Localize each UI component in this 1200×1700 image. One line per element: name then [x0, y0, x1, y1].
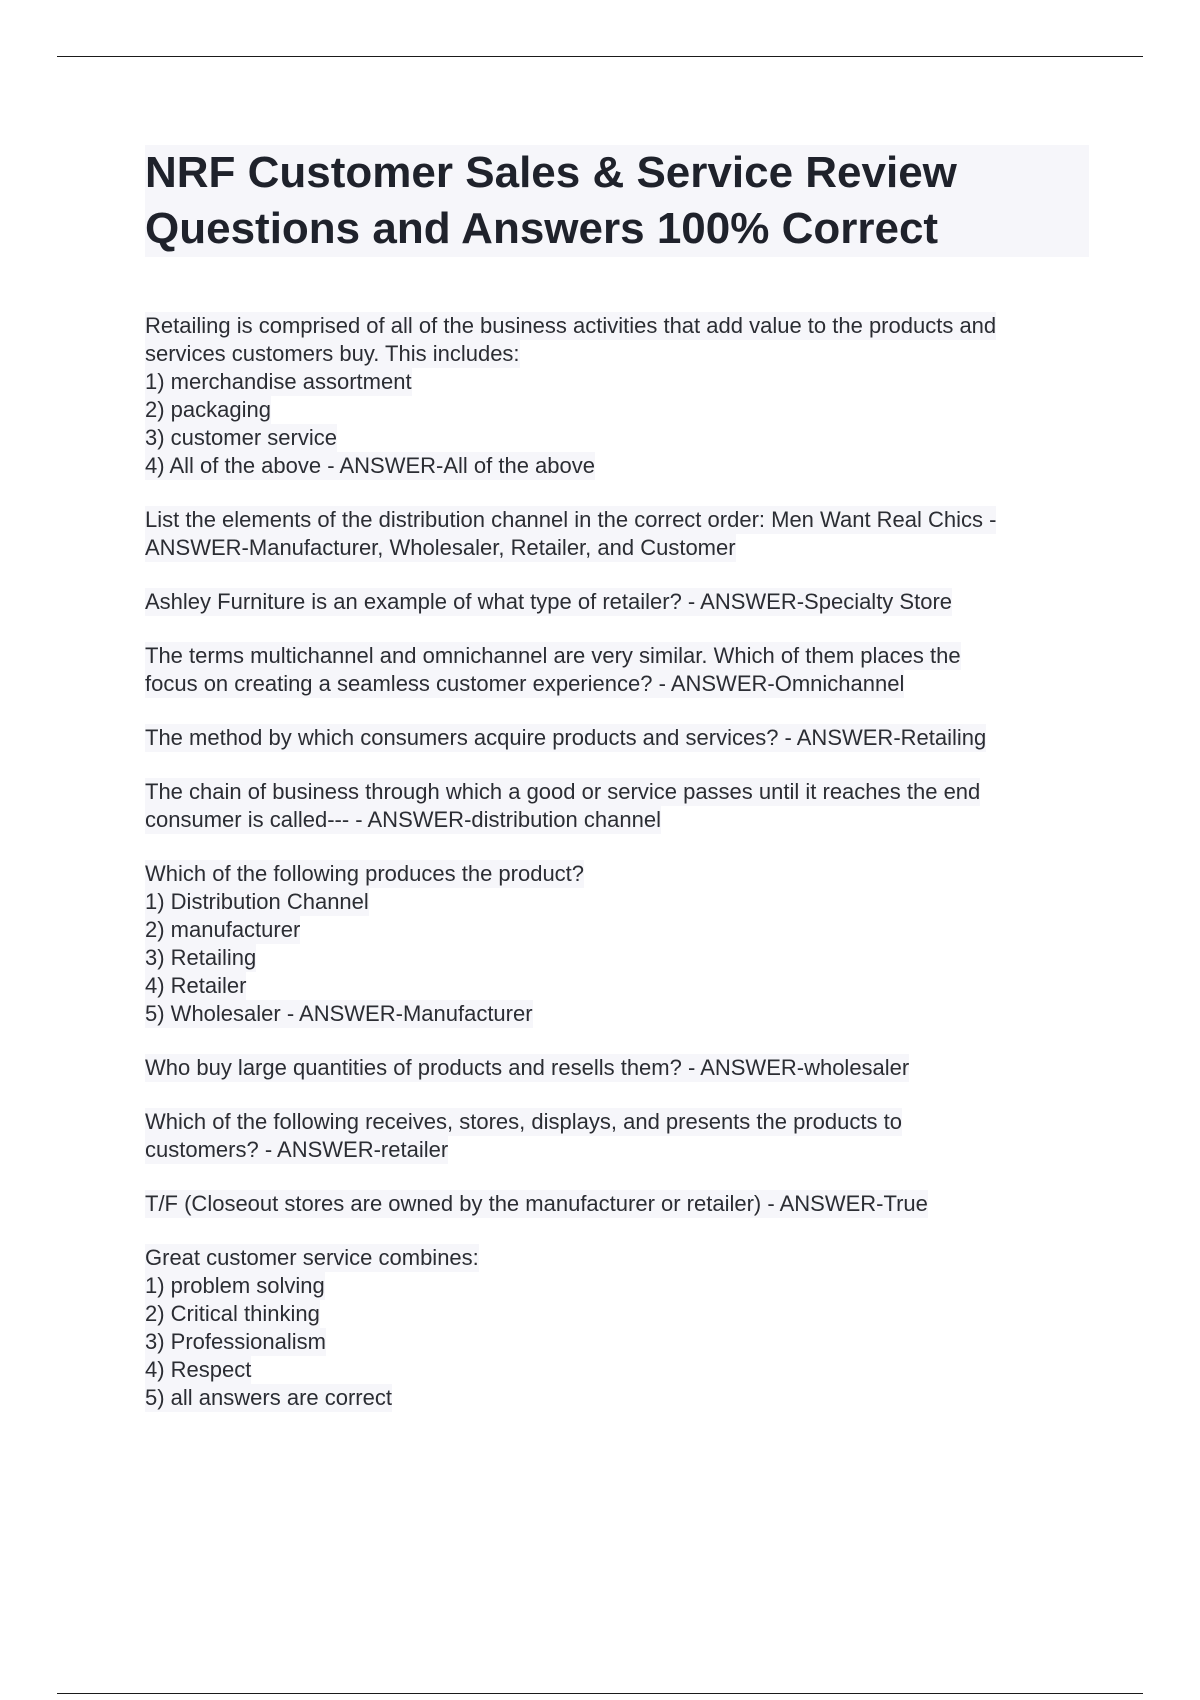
qa-line: 2) packaging	[145, 397, 271, 422]
qa-item	[145, 1244, 1090, 1412]
qa-line: T/F (Closeout stores are owned by the manufacturer or retailer) - ANSWER-True	[145, 1191, 928, 1216]
qa-item	[145, 1108, 1090, 1164]
qa-item	[145, 1190, 1090, 1218]
qa-item	[145, 588, 1090, 616]
qa-line: 4) All of the above - ANSWER-All of the above	[145, 453, 596, 478]
qa-item	[145, 778, 1090, 834]
qa-line: ANSWER-Manufacturer, Wholesaler, Retailer, and Customer	[145, 535, 736, 560]
qa-item	[145, 724, 1090, 752]
qa-line: services customers buy. This includes:	[145, 341, 520, 366]
qa-item	[145, 506, 1090, 562]
qa-line: focus on creating a seamless customer experience? - ANSWER-Omnichannel	[145, 671, 905, 696]
qa-line: List the elements of the distribution channel in the correct order: Men Want Real Chics -	[145, 507, 997, 532]
qa-list	[145, 312, 1090, 1438]
qa-line: The terms multichannel and omnichannel are very similar. Which of them places the	[145, 643, 961, 668]
qa-line: 4) Retailer	[145, 973, 247, 998]
qa-line: 3) customer service	[145, 425, 337, 450]
qa-line: consumer is called--- - ANSWER-distribution channel	[145, 807, 661, 832]
qa-line: The chain of business through which a good or service passes until it reaches the end	[145, 779, 981, 804]
qa-line: Ashley Furniture is an example of what type of retailer? - ANSWER-Specialty Store	[145, 589, 953, 614]
qa-line: Who buy large quantities of products and resells them? - ANSWER-wholesaler	[145, 1055, 910, 1080]
qa-item	[145, 312, 1090, 480]
top-rule	[57, 56, 1143, 57]
qa-item	[145, 1054, 1090, 1082]
qa-line: 1) problem solving	[145, 1273, 325, 1298]
qa-line: customers? - ANSWER-retailer	[145, 1137, 449, 1162]
title-line: Questions and Answers 100% Correct	[145, 204, 939, 253]
bottom-rule	[57, 1693, 1143, 1694]
qa-line: Which of the following receives, stores, displays, and presents the products to	[145, 1109, 902, 1134]
qa-line: 1) Distribution Channel	[145, 889, 369, 914]
qa-line: 3) Retailing	[145, 945, 257, 970]
qa-line: Great customer service combines:	[145, 1245, 479, 1270]
qa-line: The method by which consumers acquire products and services? - ANSWER-Retailing	[145, 725, 987, 750]
qa-line: 2) Critical thinking	[145, 1301, 320, 1326]
qa-line: Which of the following produces the product?	[145, 861, 585, 886]
qa-item	[145, 860, 1090, 1028]
qa-item	[145, 642, 1090, 698]
qa-line: 2) manufacturer	[145, 917, 301, 942]
title-line: NRF Customer Sales & Service Review	[145, 148, 957, 197]
qa-line: Retailing is comprised of all of the business activities that add value to the products and	[145, 313, 997, 338]
qa-line: 5) Wholesaler - ANSWER-Manufacturer	[145, 1001, 533, 1026]
qa-line: 3) Professionalism	[145, 1329, 326, 1354]
qa-line: 1) merchandise assortment	[145, 369, 412, 394]
qa-line: 4) Respect	[145, 1357, 252, 1382]
qa-line: 5) all answers are correct	[145, 1385, 392, 1410]
page-title	[145, 145, 1089, 257]
title-block	[145, 145, 1089, 257]
